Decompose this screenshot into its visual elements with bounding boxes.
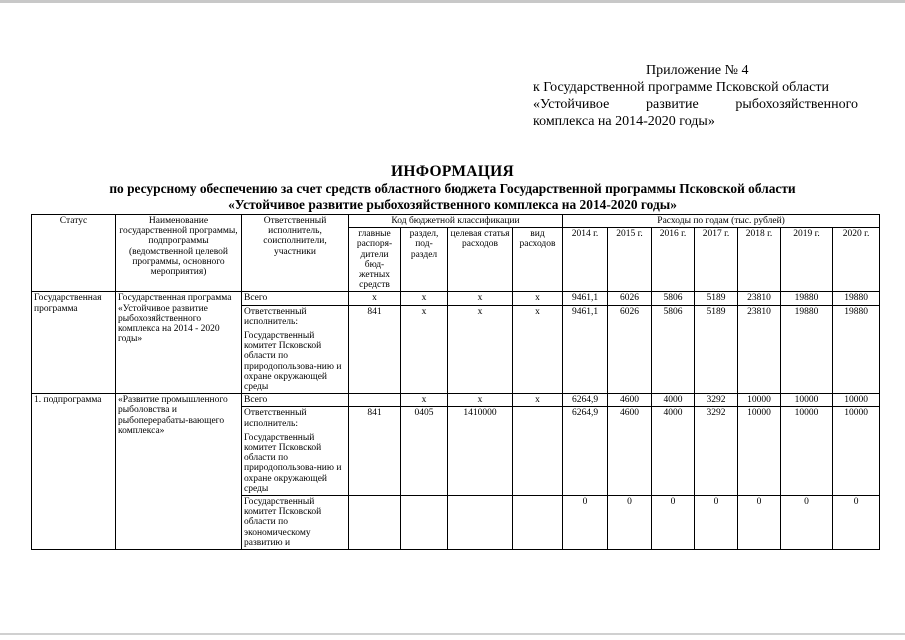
cell-value: 0 xyxy=(563,496,608,550)
cell-value: 5806 xyxy=(652,292,695,305)
cell-grbs: 841 xyxy=(349,305,401,394)
executor-name: Государственный комитет Псковской области по природопользова-нию и охране окружающей среды xyxy=(244,432,342,494)
cell-executor: Всего xyxy=(242,292,349,305)
document-subtitle: по ресурсному обеспечению за счет средств областного бюджета Государственной программы Псковской области xyxy=(109,181,796,196)
header-row xyxy=(32,215,880,228)
cell-value: 19880 xyxy=(833,305,880,394)
cell-value: 10000 xyxy=(781,407,833,496)
appendix-program-ref: к Государственной программе Псковской области xyxy=(533,80,829,95)
cell-value: 0 xyxy=(738,496,781,550)
col-year: 2014 г. xyxy=(563,228,608,292)
cell-kind: x xyxy=(513,292,563,305)
cell-value: 10000 xyxy=(833,407,880,496)
cell-target: 1410000 xyxy=(448,407,513,496)
cell-value: 10000 xyxy=(781,394,833,407)
cell-value: 23810 xyxy=(738,305,781,394)
cell-value: 4000 xyxy=(652,394,695,407)
appendix-word: развитие xyxy=(646,97,699,112)
cell-value: 19880 xyxy=(781,292,833,305)
cell-value: 5189 xyxy=(695,305,738,394)
cell-executor: Государственный комитет Псковской области по экономическому развитию и xyxy=(242,496,349,550)
cell-kind: x xyxy=(513,305,563,394)
cell-grbs xyxy=(349,394,401,407)
col-year: 2019 г. xyxy=(781,228,833,292)
cell-section: x xyxy=(401,305,448,394)
cell-executor xyxy=(242,407,349,496)
cell-target xyxy=(448,496,513,550)
cell-value: 4000 xyxy=(652,407,695,496)
scan-edge-bottom xyxy=(0,633,905,635)
appendix-word: рыбохозяйственного xyxy=(735,97,858,112)
cell-kind: x xyxy=(513,394,563,407)
cell-value: 0 xyxy=(652,496,695,550)
col-budget-code: Код бюджетной классификации xyxy=(349,215,563,228)
cell-status: Государственная программа xyxy=(32,292,116,394)
appendix-program-years: комплекса на 2014-2020 годы» xyxy=(533,114,715,129)
cell-value: 9461,1 xyxy=(563,305,608,394)
col-expenses: Расходы по годам (тыс. рублей) xyxy=(563,215,880,228)
col-grbs: главные распоря-дители бюд-жетных средств xyxy=(349,228,401,292)
cell-section: x xyxy=(401,292,448,305)
cell-value: 0 xyxy=(695,496,738,550)
executor-role: Ответственный исполнитель: xyxy=(244,306,307,327)
cell-target: x xyxy=(448,394,513,407)
cell-value: 6264,9 xyxy=(563,407,608,496)
cell-grbs: 841 xyxy=(349,407,401,496)
cell-section: 0405 xyxy=(401,407,448,496)
cell-value: 10000 xyxy=(738,407,781,496)
cell-value: 5806 xyxy=(652,305,695,394)
cell-value: 6264,9 xyxy=(563,394,608,407)
col-year: 2015 г. xyxy=(608,228,652,292)
col-kind: вид расходов xyxy=(513,228,563,292)
cell-value: 19880 xyxy=(781,305,833,394)
cell-value: 0 xyxy=(781,496,833,550)
cell-value: 0 xyxy=(608,496,652,550)
cell-grbs xyxy=(349,496,401,550)
cell-executor: Всего xyxy=(242,394,349,407)
cell-value: 19880 xyxy=(833,292,880,305)
cell-kind xyxy=(513,496,563,550)
cell-target: x xyxy=(448,305,513,394)
col-year: 2016 г. xyxy=(652,228,695,292)
cell-value: 9461,1 xyxy=(563,292,608,305)
cell-name: «Развитие промышленного рыболовства и рыбоперерабаты-вающего комплекса» xyxy=(116,394,242,550)
cell-target: x xyxy=(448,292,513,305)
cell-value: 4600 xyxy=(608,407,652,496)
cell-status: 1. подпрограмма xyxy=(32,394,116,550)
col-year: 2018 г. xyxy=(738,228,781,292)
document-title: ИНФОРМАЦИЯ xyxy=(391,163,514,180)
appendix-header xyxy=(533,62,858,130)
cell-executor xyxy=(242,305,349,394)
cell-value: 6026 xyxy=(608,292,652,305)
cell-value: 3292 xyxy=(695,407,738,496)
col-name: Наименование государственной программы, подпрограммы (ведомственной целевой программы, основного мероприятия) xyxy=(116,215,242,292)
table-row xyxy=(32,292,880,305)
col-year: 2020 г. xyxy=(833,228,880,292)
cell-grbs: x xyxy=(349,292,401,305)
scan-edge-top xyxy=(0,0,905,3)
cell-section: x xyxy=(401,394,448,407)
cell-section xyxy=(401,496,448,550)
executor-name: Государственный комитет Псковской области по природопользова-нию и охране окружающей среды xyxy=(244,331,342,393)
col-target: целевая статья расходов xyxy=(448,228,513,292)
cell-kind xyxy=(513,407,563,496)
resource-table xyxy=(31,214,880,550)
table-row xyxy=(32,394,880,407)
cell-value: 5189 xyxy=(695,292,738,305)
cell-value: 10000 xyxy=(738,394,781,407)
cell-value: 3292 xyxy=(695,394,738,407)
cell-value: 0 xyxy=(833,496,880,550)
col-status: Статус xyxy=(32,215,116,292)
cell-value: 4600 xyxy=(608,394,652,407)
cell-name: Государственная программа «Устойчивое развитие рыбохозяйственного комплекса на 2014 - 2020 годы» xyxy=(116,292,242,394)
cell-value: 23810 xyxy=(738,292,781,305)
document-program-name: «Устойчивое развитие рыбохозяйственного комплекса на 2014-2020 годы» xyxy=(228,197,677,212)
col-year: 2017 г. xyxy=(695,228,738,292)
executor-role: Ответственный исполнитель: xyxy=(244,408,307,429)
appendix-word: «Устойчивое xyxy=(533,97,610,112)
cell-value: 6026 xyxy=(608,305,652,394)
appendix-number: Приложение № 4 xyxy=(646,63,749,78)
appendix-program-name-line xyxy=(533,96,858,113)
col-section: раздел, под-раздел xyxy=(401,228,448,292)
cell-value: 10000 xyxy=(833,394,880,407)
col-executor: Ответственный исполнитель, соисполнители, участники xyxy=(242,215,349,292)
